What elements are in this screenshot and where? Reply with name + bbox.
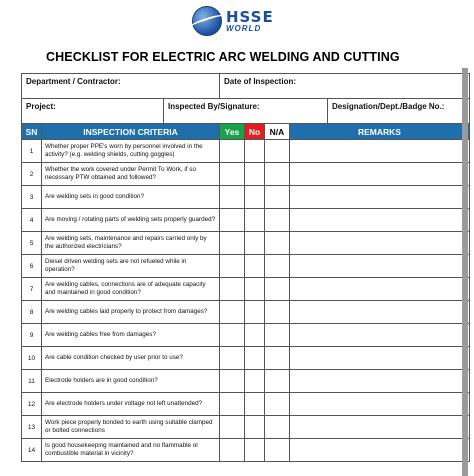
row-sn: 11 [22, 370, 42, 393]
row-no-cell[interactable] [245, 232, 265, 255]
table-row [22, 439, 470, 462]
row-remarks-cell[interactable] [290, 209, 470, 232]
row-na-cell[interactable] [265, 163, 290, 186]
row-remarks-cell[interactable] [290, 439, 470, 462]
row-no-cell[interactable] [245, 163, 265, 186]
row-na-cell[interactable] [265, 324, 290, 347]
row-criteria: Are welding cables, connections are of adequate capacity and maintained in good condition? [42, 278, 220, 301]
row-yes-cell[interactable] [220, 324, 245, 347]
row-yes-cell[interactable] [220, 416, 245, 439]
row-remarks-cell[interactable] [290, 278, 470, 301]
row-sn: 13 [22, 416, 42, 439]
row-yes-cell[interactable] [220, 278, 245, 301]
row-remarks-cell[interactable] [290, 186, 470, 209]
row-yes-cell[interactable] [220, 255, 245, 278]
table-row [22, 209, 470, 232]
row-yes-cell[interactable] [220, 186, 245, 209]
table-row [22, 347, 470, 370]
row-criteria: Diesel driven welding sets are not refueled while in operation? [42, 255, 220, 278]
table-row [22, 163, 470, 186]
row-no-cell[interactable] [245, 278, 265, 301]
table-row [22, 301, 470, 324]
table-row [22, 232, 470, 255]
row-na-cell[interactable] [265, 255, 290, 278]
date-of-inspection-field[interactable]: Date of Inspection: [220, 74, 470, 99]
row-sn: 9 [22, 324, 42, 347]
checklist-page [6, 0, 468, 476]
row-remarks-cell[interactable] [290, 416, 470, 439]
row-sn: 6 [22, 255, 42, 278]
globe-icon [192, 6, 222, 36]
row-criteria: Work piece properly bonded to earth using suitable clamped or bolted connections [42, 416, 220, 439]
department-field[interactable]: Department / Contractor: [22, 74, 220, 99]
row-na-cell[interactable] [265, 393, 290, 416]
row-na-cell[interactable] [265, 416, 290, 439]
row-criteria: Are welding cables laid properly to protect from damages? [42, 301, 220, 324]
header-yes: Yes [220, 124, 245, 140]
header-na: N/A [265, 124, 290, 140]
row-remarks-cell[interactable] [290, 347, 470, 370]
row-sn: 4 [22, 209, 42, 232]
row-no-cell[interactable] [245, 255, 265, 278]
header-remarks: REMARKS [290, 124, 470, 140]
table-row [22, 393, 470, 416]
row-no-cell[interactable] [245, 393, 265, 416]
row-sn: 1 [22, 140, 42, 163]
table-row [22, 186, 470, 209]
table-row [22, 416, 470, 439]
row-sn: 3 [22, 186, 42, 209]
row-criteria: Whether proper PPE's worn by personnel involved in the activity? (e.g. welding shields, cutting goggles) [42, 140, 220, 163]
row-criteria: Are moving / rotating parts of welding sets properly guarded? [42, 209, 220, 232]
document-title: CHECKLIST FOR ELECTRIC ARC WELDING AND CUTTING [46, 50, 400, 64]
table-row [22, 324, 470, 347]
row-yes-cell[interactable] [220, 163, 245, 186]
row-na-cell[interactable] [265, 186, 290, 209]
row-yes-cell[interactable] [220, 347, 245, 370]
row-no-cell[interactable] [245, 439, 265, 462]
hsse-world-logo [192, 4, 288, 38]
row-no-cell[interactable] [245, 186, 265, 209]
row-no-cell[interactable] [245, 416, 265, 439]
project-field[interactable]: Project: [22, 99, 164, 124]
row-yes-cell[interactable] [220, 209, 245, 232]
row-no-cell[interactable] [245, 209, 265, 232]
row-criteria: Are cable condition checked by user prior to use? [42, 347, 220, 370]
row-remarks-cell[interactable] [290, 324, 470, 347]
row-criteria: Are welding sets, maintenance and repairs carried only by the authorized electricians? [42, 232, 220, 255]
inspected-by-field[interactable]: Inspected By/Signature: [164, 99, 328, 124]
row-na-cell[interactable] [265, 439, 290, 462]
row-na-cell[interactable] [265, 232, 290, 255]
page-shadow [462, 68, 468, 476]
row-no-cell[interactable] [245, 140, 265, 163]
row-sn: 7 [22, 278, 42, 301]
table-row [22, 278, 470, 301]
row-yes-cell[interactable] [220, 393, 245, 416]
table-row [22, 140, 470, 163]
row-criteria: Are welding cables free from damages? [42, 324, 220, 347]
row-criteria: Is good housekeeping maintained and no flammable or combustible material in vicinity? [42, 439, 220, 462]
designation-field[interactable]: Designation/Dept./Badge No.: [328, 99, 470, 124]
row-criteria: Are electrode holders under voltage not left unattended? [42, 393, 220, 416]
row-criteria: Electrode holders are in good condition? [42, 370, 220, 393]
row-na-cell[interactable] [265, 301, 290, 324]
row-no-cell[interactable] [245, 370, 265, 393]
row-yes-cell[interactable] [220, 439, 245, 462]
row-remarks-cell[interactable] [290, 255, 470, 278]
row-sn: 2 [22, 163, 42, 186]
row-yes-cell[interactable] [220, 140, 245, 163]
row-remarks-cell[interactable] [290, 163, 470, 186]
row-remarks-cell[interactable] [290, 393, 470, 416]
table-row [22, 370, 470, 393]
row-sn: 12 [22, 393, 42, 416]
row-remarks-cell[interactable] [290, 232, 470, 255]
row-remarks-cell[interactable] [290, 301, 470, 324]
logo-line-1: HSSE [226, 7, 274, 26]
row-na-cell[interactable] [265, 209, 290, 232]
row-no-cell[interactable] [245, 347, 265, 370]
row-remarks-cell[interactable] [290, 370, 470, 393]
row-na-cell[interactable] [265, 140, 290, 163]
row-sn: 5 [22, 232, 42, 255]
row-criteria: Whether the work covered under Permit To Work, if so necessary PTW obtained and followed? [42, 163, 220, 186]
row-yes-cell[interactable] [220, 370, 245, 393]
table-row [22, 255, 470, 278]
row-no-cell[interactable] [245, 301, 265, 324]
row-na-cell[interactable] [265, 347, 290, 370]
row-na-cell[interactable] [265, 278, 290, 301]
row-remarks-cell[interactable] [290, 140, 470, 163]
row-sn: 10 [22, 347, 42, 370]
row-no-cell[interactable] [245, 324, 265, 347]
row-sn: 14 [22, 439, 42, 462]
header-no: No [245, 124, 265, 140]
row-yes-cell[interactable] [220, 301, 245, 324]
row-sn: 8 [22, 301, 42, 324]
row-na-cell[interactable] [265, 370, 290, 393]
header-sn: SN [22, 124, 42, 140]
header-criteria: INSPECTION CRITERIA [42, 124, 220, 140]
checklist-table [21, 73, 470, 462]
row-yes-cell[interactable] [220, 232, 245, 255]
logo-line-2: WORLD [226, 23, 262, 33]
row-criteria: Are welding sets in good condition? [42, 186, 220, 209]
